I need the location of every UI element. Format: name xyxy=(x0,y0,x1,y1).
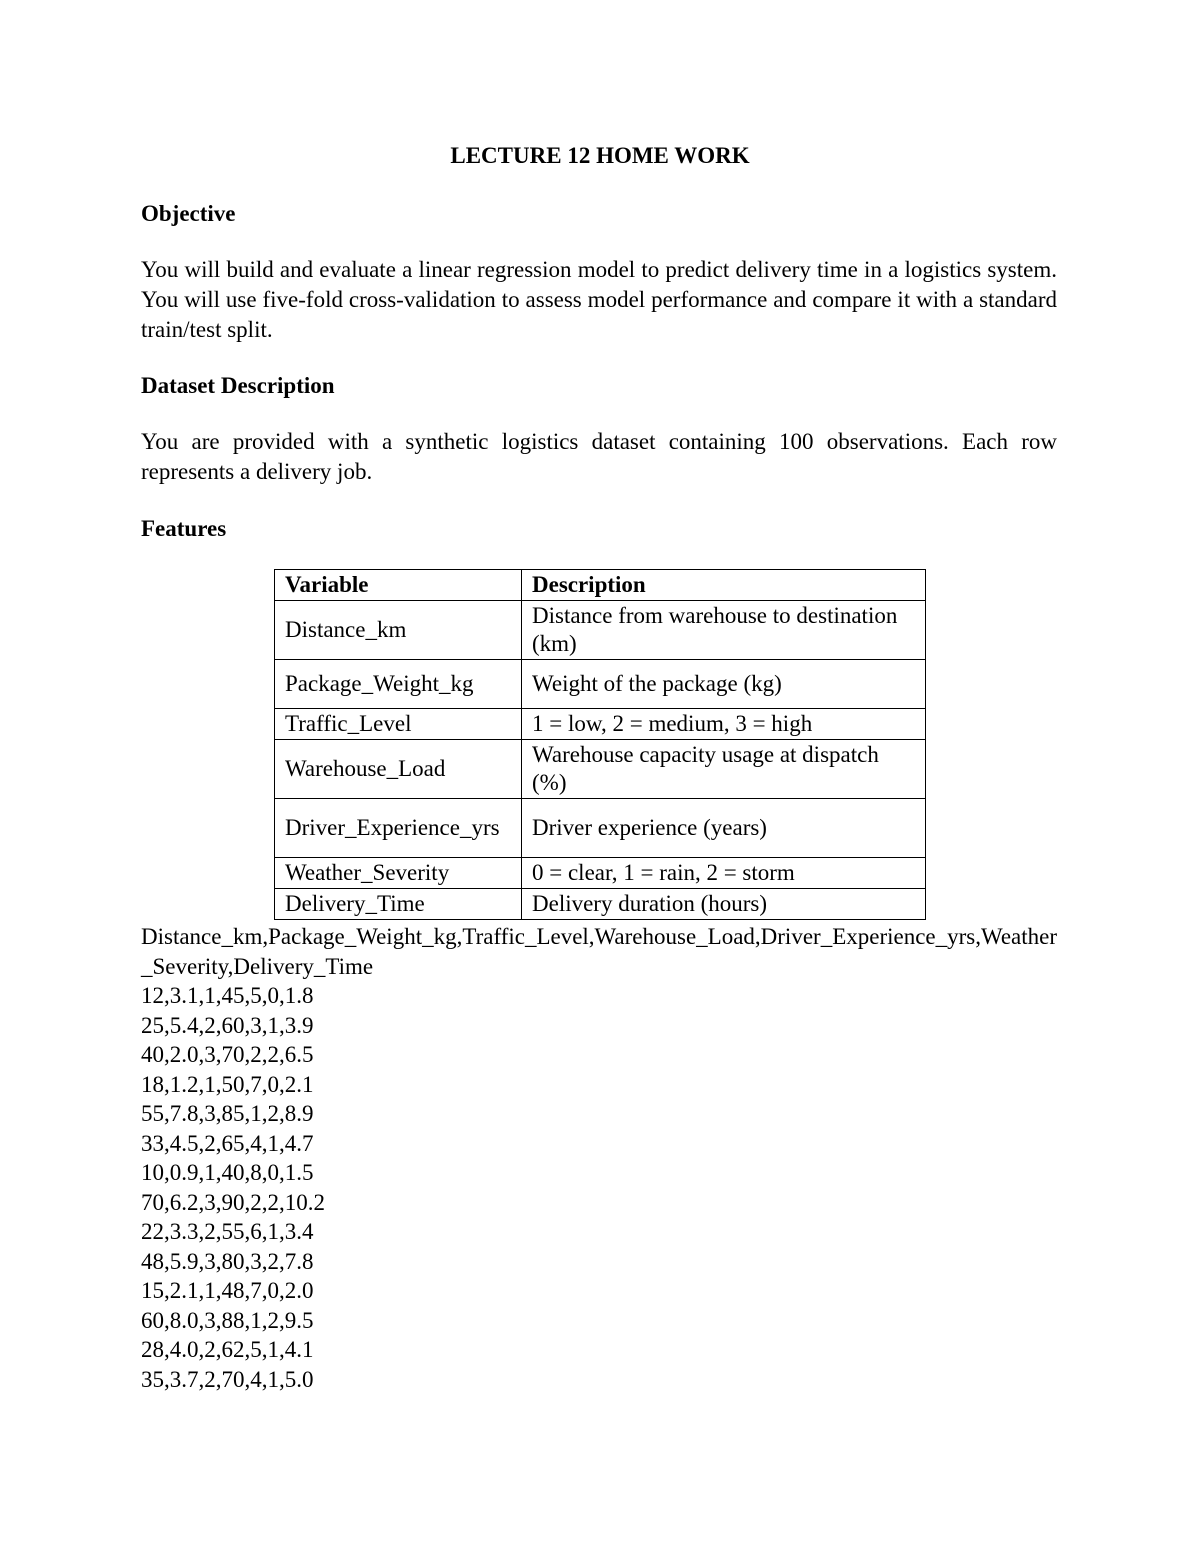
features-table xyxy=(274,569,926,920)
variable-cell: Weather_Severity xyxy=(275,858,522,889)
description-cell: Distance from warehouse to destination (km) xyxy=(522,601,926,660)
csv-row: 25,5.4,2,60,3,1,3.9 xyxy=(141,1012,314,1038)
csv-row: 70,6.2,3,90,2,2,10.2 xyxy=(141,1189,325,1215)
table-row xyxy=(275,740,926,799)
objective-text: You will build and evaluate a linear regression model to predict delivery time in a logistics system. You will use five-fold cross-validation to assess model performance and compare it with a standard train/test split. xyxy=(141,257,1057,342)
csv-row: 28,4.0,2,62,5,1,4.1 xyxy=(141,1337,314,1362)
description-cell: Delivery duration (hours) xyxy=(522,889,926,920)
csv-row: 12,3.1,1,45,5,0,1.8 xyxy=(141,983,314,1008)
csv-row: 18,1.2,1,50,7,0,2.1 xyxy=(141,1071,314,1097)
dataset-text: You are provided with a synthetic logistics dataset containing 100 observations. Each row represents a delivery job. xyxy=(141,429,1057,484)
csv-row: 15,2.1,1,48,7,0,2.0 xyxy=(141,1278,314,1303)
description-cell: Warehouse capacity usage at dispatch (%) xyxy=(522,740,926,799)
description-cell: 0 = clear, 1 = rain, 2 = storm xyxy=(522,858,926,889)
description-cell: Weight of the package (kg) xyxy=(522,660,926,709)
page-title: LECTURE 12 HOME WORK xyxy=(450,143,750,168)
table-row xyxy=(275,709,926,740)
csv-row: 40,2.0,3,70,2,2,6.5 xyxy=(141,1042,314,1067)
table-row xyxy=(275,660,926,709)
variable-cell: Driver_Experience_yrs xyxy=(275,799,522,858)
features-heading: Features xyxy=(141,516,227,541)
objective-heading: Objective xyxy=(141,201,236,226)
table-header-row xyxy=(275,570,926,601)
csv-row: 60,8.0,3,88,1,2,9.5 xyxy=(141,1307,314,1333)
csv-header-line: Distance_km,Package_Weight_kg,Traffic_Level,Warehouse_Load,Driver_Experience_yrs,Weather_Severity,Delivery_Time xyxy=(141,924,1058,979)
dataset-heading: Dataset Description xyxy=(141,373,335,398)
table-row xyxy=(275,889,926,920)
csv-data-block xyxy=(141,922,1061,1394)
table-row xyxy=(275,601,926,660)
variable-cell: Traffic_Level xyxy=(275,709,522,740)
csv-row: 48,5.9,3,80,3,2,7.8 xyxy=(141,1248,314,1274)
csv-row: 22,3.3,2,55,6,1,3.4 xyxy=(141,1219,314,1244)
description-cell: Driver experience (years) xyxy=(522,799,926,858)
variable-cell: Delivery_Time xyxy=(275,889,522,920)
description-cell: 1 = low, 2 = medium, 3 = high xyxy=(522,709,926,740)
csv-row: 33,4.5,2,65,4,1,4.7 xyxy=(141,1130,314,1156)
table-row xyxy=(275,799,926,858)
csv-row: 35,3.7,2,70,4,1,5.0 xyxy=(141,1366,314,1392)
column-header-variable: Variable xyxy=(275,570,522,601)
variable-cell: Package_Weight_kg xyxy=(275,660,522,709)
variable-cell: Distance_km xyxy=(275,601,522,660)
column-header-description: Description xyxy=(522,570,926,601)
variable-cell: Warehouse_Load xyxy=(275,740,522,799)
csv-row: 10,0.9,1,40,8,0,1.5 xyxy=(141,1160,314,1185)
csv-row: 55,7.8,3,85,1,2,8.9 xyxy=(141,1101,314,1126)
table-row xyxy=(275,858,926,889)
